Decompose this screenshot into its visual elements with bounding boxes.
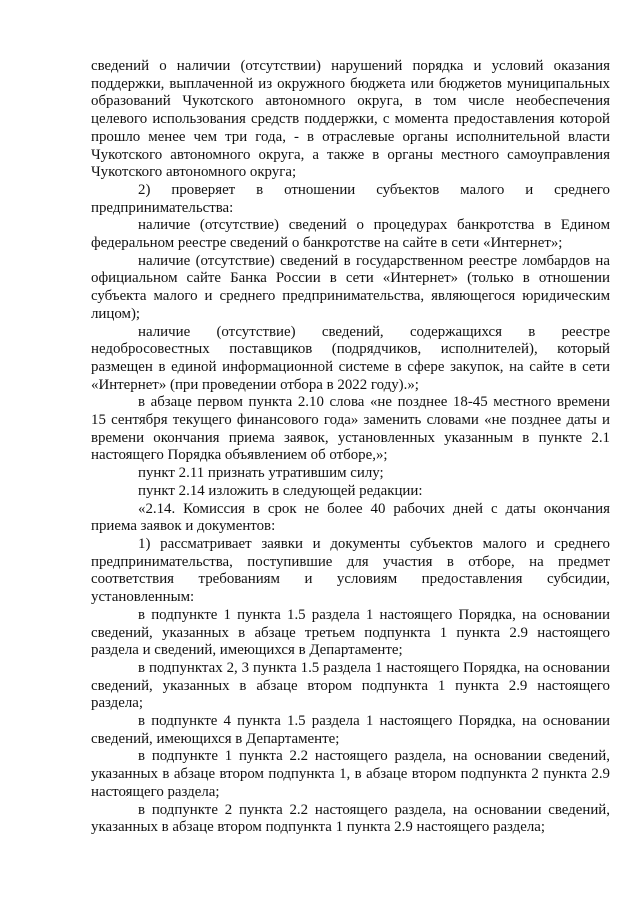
paragraph-12: в подпунктах 2, 3 пункта 1.5 раздела 1 настоящего Порядка, на основании сведений, указанных в абзаце втором подпункта 1 пункта 2.9 настоящего раздела; [91,659,610,712]
paragraph-4: наличие (отсутствие) сведений в государственном реестре ломбардов на официальном сайте Банка России в сети «Интернет» (только в отношении субъекта малого и среднего предпринимательства, являющегося юридическим лицом); [91,252,610,322]
paragraph-7: пункт 2.11 признать утратившим силу; [138,465,384,482]
paragraph-14: в подпункте 1 пункта 2.2 настоящего раздела, на основании сведений, указанных в абзаце втором подпункта 1, в абзаце втором подпункта 2 пункта 2.9 настоящего раздела; [91,748,610,800]
paragraph-9: «2.14. Комиссия в срок не более 40 рабочих дней с даты окончания приема заявок и документов: [91,500,610,535]
paragraph-5: наличие (отсутствие) сведений, содержащихся в реестре недобросовестных поставщиков (подрядчиков, исполнителей), который размещен в единой информационной системе в сфере закупок, на сайте в сети «Интернет» (при проведении отбора в 2022 году).»; [91,323,610,393]
paragraph-6: в абзаце первом пункта 2.10 слова «не позднее 18-45 местного времени 15 сентября текущего финансового года» заменить словами «не позднее даты и времени окончания приема заявок, установленных указанным в пункте 2.1 настоящего Порядка объявлением об отборе,»; [91,394,610,464]
paragraph-2: 2) проверяет в отношении субъектов малого и среднего предпринимательства: [91,181,610,216]
paragraph-13: в подпункте 4 пункта 1.5 раздела 1 настоящего Порядка, на основании сведений, имеющихся в Департаменте; [91,713,610,747]
paragraph-11: в подпункте 1 пункта 1.5 раздела 1 настоящего Порядка, на основании сведений, указанных в абзаце третьем подпункта 1 пункта 2.9 настоящего раздела и сведений, имеющихся в Департаменте; [91,606,610,659]
document-body [91,58,610,837]
paragraph-1: сведений о наличии (отсутствии) нарушений порядка и условий оказания поддержки, выплаченной из окружного бюджета или бюджетов муниципальных образований Чукотского автономного округа, в том числе необеспечения целевого использования средств поддержки, с момента предоставления которой прошло менее чем три года, - в отраслевые органы исполнительной власти Чукотского автономного округа, а также в органы местного самоуправления Чукотского автономного округа; [91,58,610,181]
paragraph-3: наличие (отсутствие) сведений о процедурах банкротства в Едином федеральном реестре сведений о банкротстве на сайте в сети «Интернет»; [91,217,610,252]
paragraph-10: 1) рассматривает заявки и документы субъектов малого и среднего предпринимательства, поступившие для участия в отборе, на предмет соответствия требованиям и условиям предоставления субсидии, установленным: [91,535,610,606]
paragraph-8: пункт 2.14 изложить в следующей редакции: [138,482,423,499]
paragraph-15: в подпункте 2 пункта 2.2 настоящего раздела, на основании сведений, указанных в абзаце втором подпункта 1 пункта 2.9 настоящего раздела; [91,801,610,836]
